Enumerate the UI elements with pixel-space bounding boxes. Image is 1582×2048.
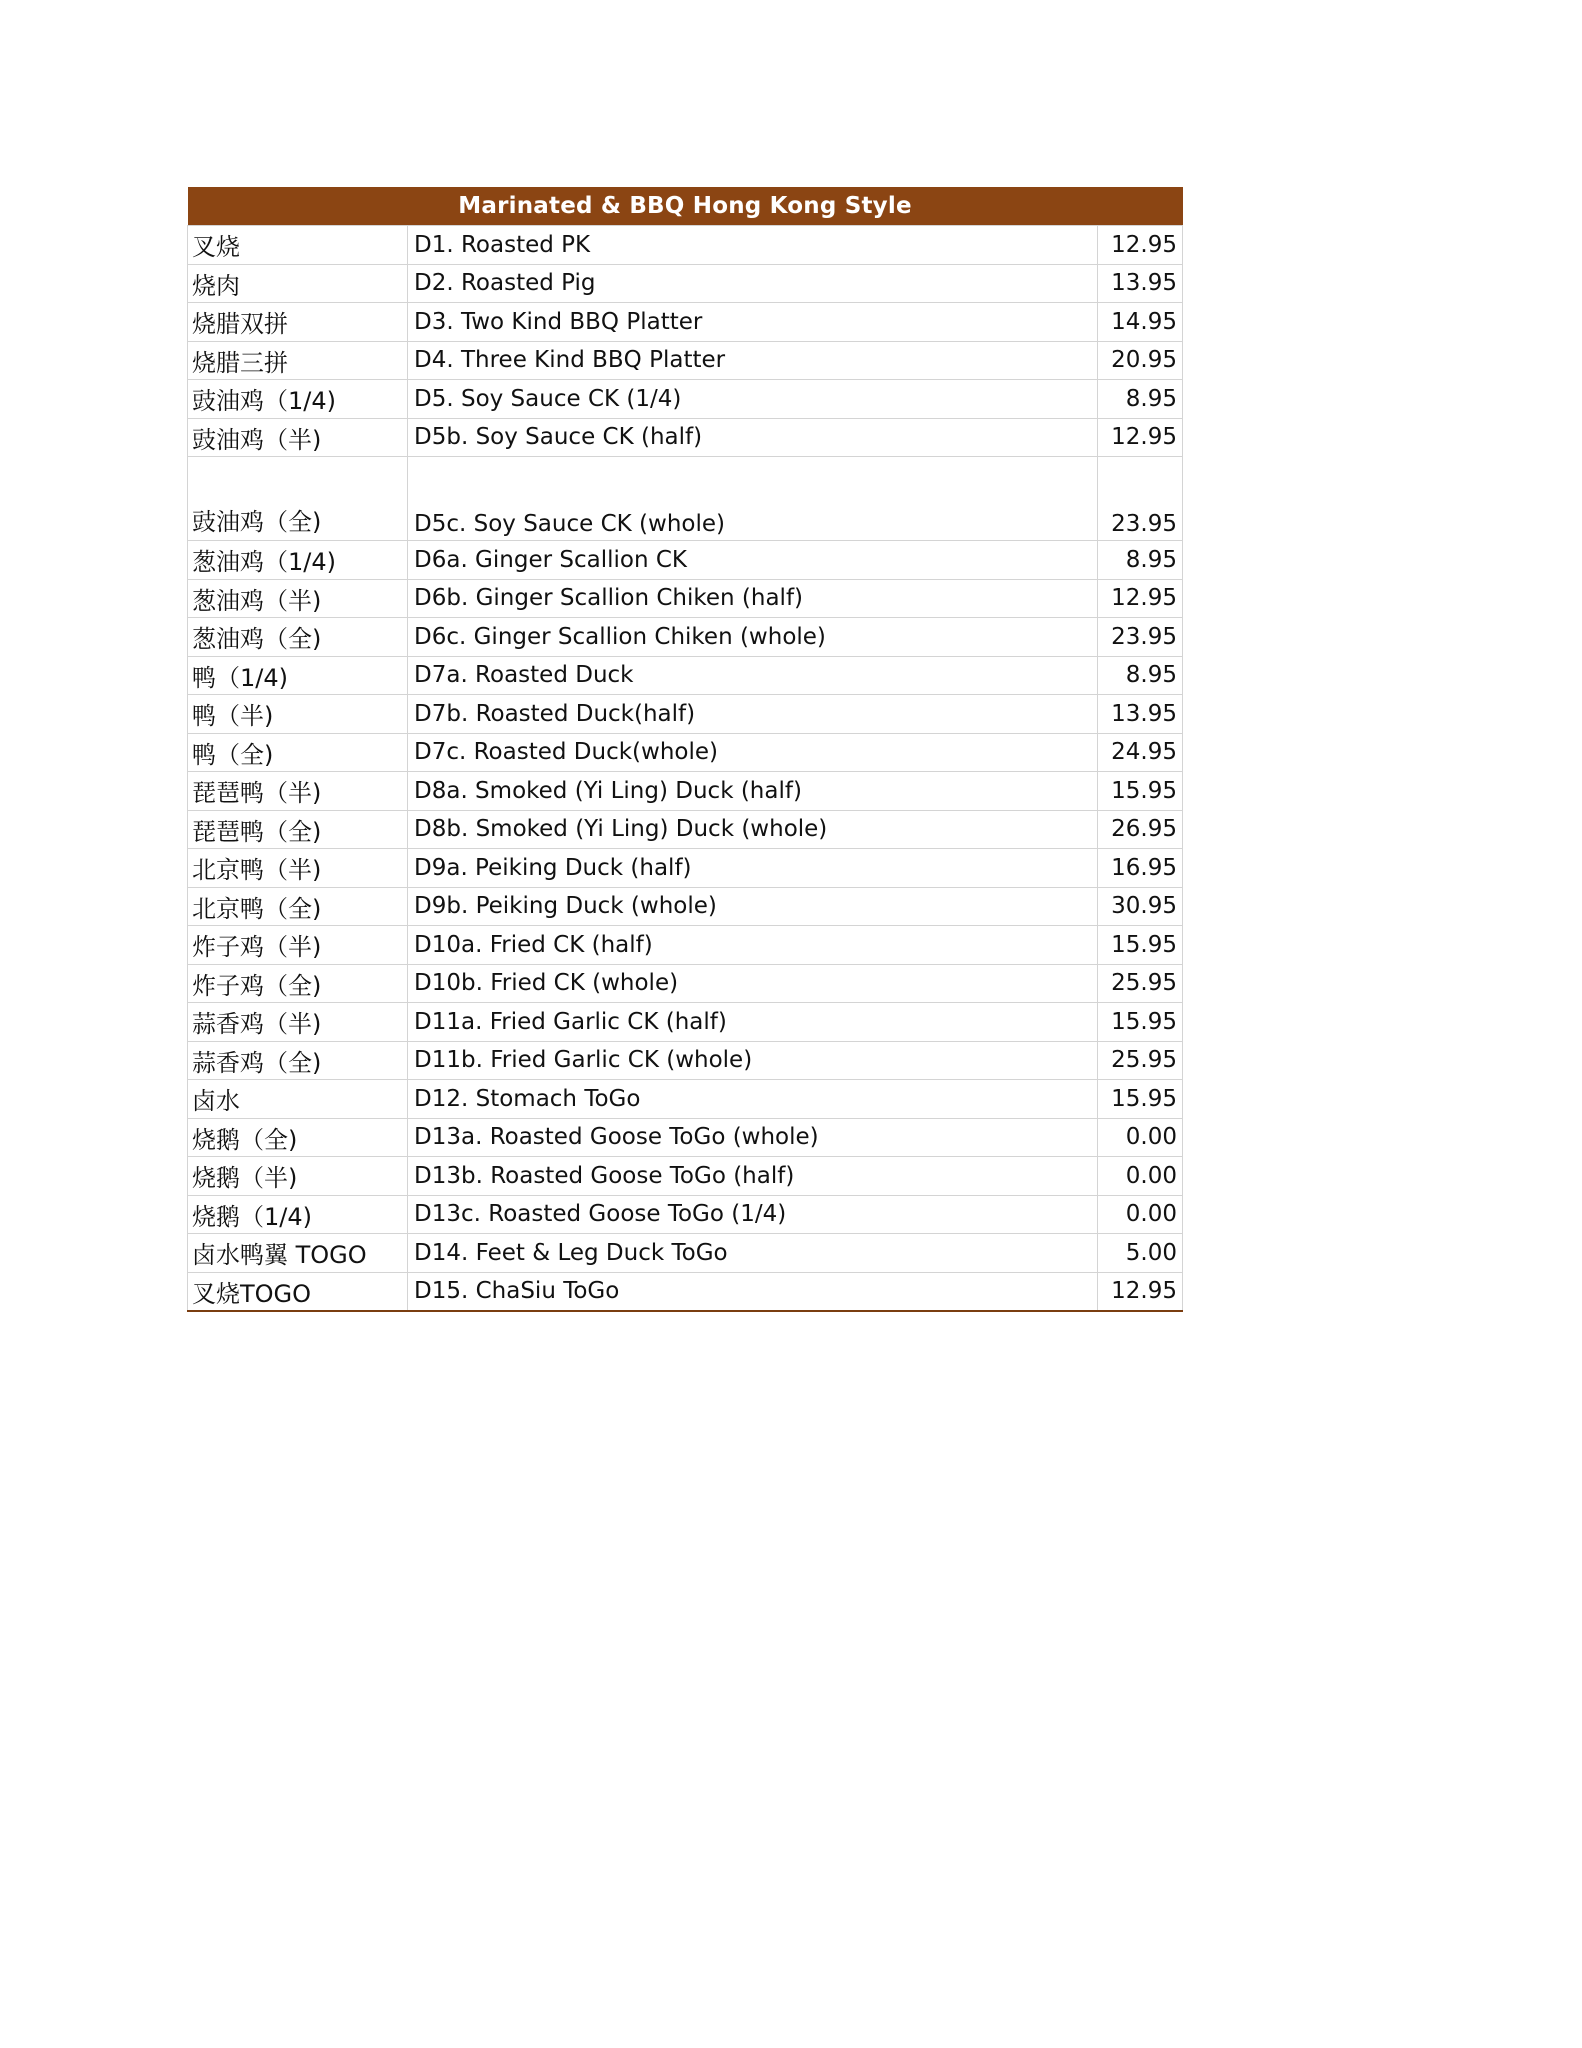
- item-english-name: D9b. Peiking Duck (whole): [408, 887, 1098, 926]
- menu-row: [188, 695, 1183, 734]
- item-price: 0.00: [1098, 1157, 1183, 1196]
- menu-row: [188, 618, 1183, 657]
- menu-row: [188, 887, 1183, 926]
- menu-row: [188, 1234, 1183, 1273]
- item-english-name: D10a. Fried CK (half): [408, 926, 1098, 965]
- item-price: 15.95: [1098, 1080, 1183, 1119]
- item-english-name: D7a. Roasted Duck: [408, 656, 1098, 695]
- menu-row: [188, 418, 1183, 457]
- menu-row: [188, 656, 1183, 695]
- item-english-name: D13a. Roasted Goose ToGo (whole): [408, 1118, 1098, 1157]
- item-english-name: D14. Feet & Leg Duck ToGo: [408, 1234, 1098, 1273]
- item-chinese-name: 卤水: [188, 1080, 408, 1119]
- menu-row: [188, 380, 1183, 419]
- item-chinese-name: 鸭（半): [188, 695, 408, 734]
- item-chinese-name: 豉油鸡（1/4): [188, 380, 408, 419]
- item-english-name: D13b. Roasted Goose ToGo (half): [408, 1157, 1098, 1196]
- item-english-name: D5b. Soy Sauce CK (half): [408, 418, 1098, 457]
- item-chinese-name: 炸子鸡（半): [188, 926, 408, 965]
- menu-row: [188, 541, 1183, 580]
- item-chinese-name: 豉油鸡（全): [188, 457, 408, 541]
- menu-title: Marinated & BBQ Hong Kong Style: [188, 187, 1183, 226]
- menu-row: [188, 1157, 1183, 1196]
- item-price: 14.95: [1098, 303, 1183, 342]
- item-chinese-name: 卤水鸭翼 TOGO: [188, 1234, 408, 1273]
- item-chinese-name: 炸子鸡（全): [188, 964, 408, 1003]
- item-english-name: D2. Roasted Pig: [408, 264, 1098, 303]
- item-english-name: D11a. Fried Garlic CK (half): [408, 1003, 1098, 1042]
- menu-row: [188, 964, 1183, 1003]
- item-price: 23.95: [1098, 618, 1183, 657]
- item-price: 8.95: [1098, 656, 1183, 695]
- menu-row: [188, 926, 1183, 965]
- item-english-name: D6b. Ginger Scallion Chiken (half): [408, 579, 1098, 618]
- menu-row: [188, 1041, 1183, 1080]
- item-chinese-name: 烧腊双拼: [188, 303, 408, 342]
- item-chinese-name: 豉油鸡（半): [188, 418, 408, 457]
- menu-row: [188, 579, 1183, 618]
- menu-row: [188, 1118, 1183, 1157]
- item-chinese-name: 烧鹅（1/4): [188, 1195, 408, 1234]
- item-price: 0.00: [1098, 1118, 1183, 1157]
- item-chinese-name: 葱油鸡（全): [188, 618, 408, 657]
- item-price: 26.95: [1098, 810, 1183, 849]
- item-english-name: D8b. Smoked (Yi Ling) Duck (whole): [408, 810, 1098, 849]
- item-price: 23.95: [1098, 457, 1183, 541]
- menu-row: [188, 1195, 1183, 1234]
- item-english-name: D12. Stomach ToGo: [408, 1080, 1098, 1119]
- menu-row: [188, 264, 1183, 303]
- item-price: 25.95: [1098, 964, 1183, 1003]
- item-english-name: D9a. Peiking Duck (half): [408, 849, 1098, 888]
- item-english-name: D1. Roasted PK: [408, 226, 1098, 265]
- item-price: 20.95: [1098, 341, 1183, 380]
- item-price: 16.95: [1098, 849, 1183, 888]
- menu-row: [188, 849, 1183, 888]
- item-chinese-name: 北京鸭（全): [188, 887, 408, 926]
- item-english-name: D6c. Ginger Scallion Chiken (whole): [408, 618, 1098, 657]
- item-price: 8.95: [1098, 541, 1183, 580]
- menu-row: [188, 1272, 1183, 1311]
- item-price: 15.95: [1098, 926, 1183, 965]
- item-english-name: D7c. Roasted Duck(whole): [408, 733, 1098, 772]
- item-price: 13.95: [1098, 264, 1183, 303]
- item-chinese-name: 烧腊三拼: [188, 341, 408, 380]
- menu-row: [188, 303, 1183, 342]
- item-price: 25.95: [1098, 1041, 1183, 1080]
- item-english-name: D5c. Soy Sauce CK (whole): [408, 457, 1098, 541]
- item-price: 12.95: [1098, 579, 1183, 618]
- item-chinese-name: 琵琶鸭（半): [188, 772, 408, 811]
- item-price: 12.95: [1098, 418, 1183, 457]
- menu-row: [188, 1003, 1183, 1042]
- menu-title-row: [188, 187, 1183, 226]
- item-price: 30.95: [1098, 887, 1183, 926]
- item-chinese-name: 叉烧: [188, 226, 408, 265]
- item-chinese-name: 烧鹅（全): [188, 1118, 408, 1157]
- item-chinese-name: 琵琶鸭（全): [188, 810, 408, 849]
- menu-row: [188, 733, 1183, 772]
- menu-row: [188, 341, 1183, 380]
- item-price: 8.95: [1098, 380, 1183, 419]
- menu-row: [188, 772, 1183, 811]
- item-english-name: D8a. Smoked (Yi Ling) Duck (half): [408, 772, 1098, 811]
- item-english-name: D5. Soy Sauce CK (1/4): [408, 380, 1098, 419]
- item-price: 12.95: [1098, 226, 1183, 265]
- item-english-name: D11b. Fried Garlic CK (whole): [408, 1041, 1098, 1080]
- item-chinese-name: 叉烧TOGO: [188, 1272, 408, 1311]
- item-chinese-name: 烧鹅（半): [188, 1157, 408, 1196]
- item-price: 5.00: [1098, 1234, 1183, 1273]
- item-chinese-name: 鸭（1/4): [188, 656, 408, 695]
- item-price: 0.00: [1098, 1195, 1183, 1234]
- menu-row: [188, 226, 1183, 265]
- item-chinese-name: 蒜香鸡（半): [188, 1003, 408, 1042]
- menu-row: [188, 1080, 1183, 1119]
- item-english-name: D3. Two Kind BBQ Platter: [408, 303, 1098, 342]
- menu-row: [188, 457, 1183, 541]
- item-chinese-name: 葱油鸡（1/4): [188, 541, 408, 580]
- item-english-name: D10b. Fried CK (whole): [408, 964, 1098, 1003]
- item-chinese-name: 鸭（全): [188, 733, 408, 772]
- item-price: 13.95: [1098, 695, 1183, 734]
- item-english-name: D15. ChaSiu ToGo: [408, 1272, 1098, 1311]
- menu-table: [187, 187, 1183, 1312]
- item-english-name: D13c. Roasted Goose ToGo (1/4): [408, 1195, 1098, 1234]
- menu-row: [188, 810, 1183, 849]
- item-english-name: D6a. Ginger Scallion CK: [408, 541, 1098, 580]
- item-chinese-name: 北京鸭（半): [188, 849, 408, 888]
- item-price: 15.95: [1098, 772, 1183, 811]
- item-price: 12.95: [1098, 1272, 1183, 1311]
- item-chinese-name: 烧肉: [188, 264, 408, 303]
- item-price: 15.95: [1098, 1003, 1183, 1042]
- item-english-name: D4. Three Kind BBQ Platter: [408, 341, 1098, 380]
- item-english-name: D7b. Roasted Duck(half): [408, 695, 1098, 734]
- menu-body: [188, 226, 1183, 1312]
- item-chinese-name: 葱油鸡（半): [188, 579, 408, 618]
- item-price: 24.95: [1098, 733, 1183, 772]
- item-chinese-name: 蒜香鸡（全): [188, 1041, 408, 1080]
